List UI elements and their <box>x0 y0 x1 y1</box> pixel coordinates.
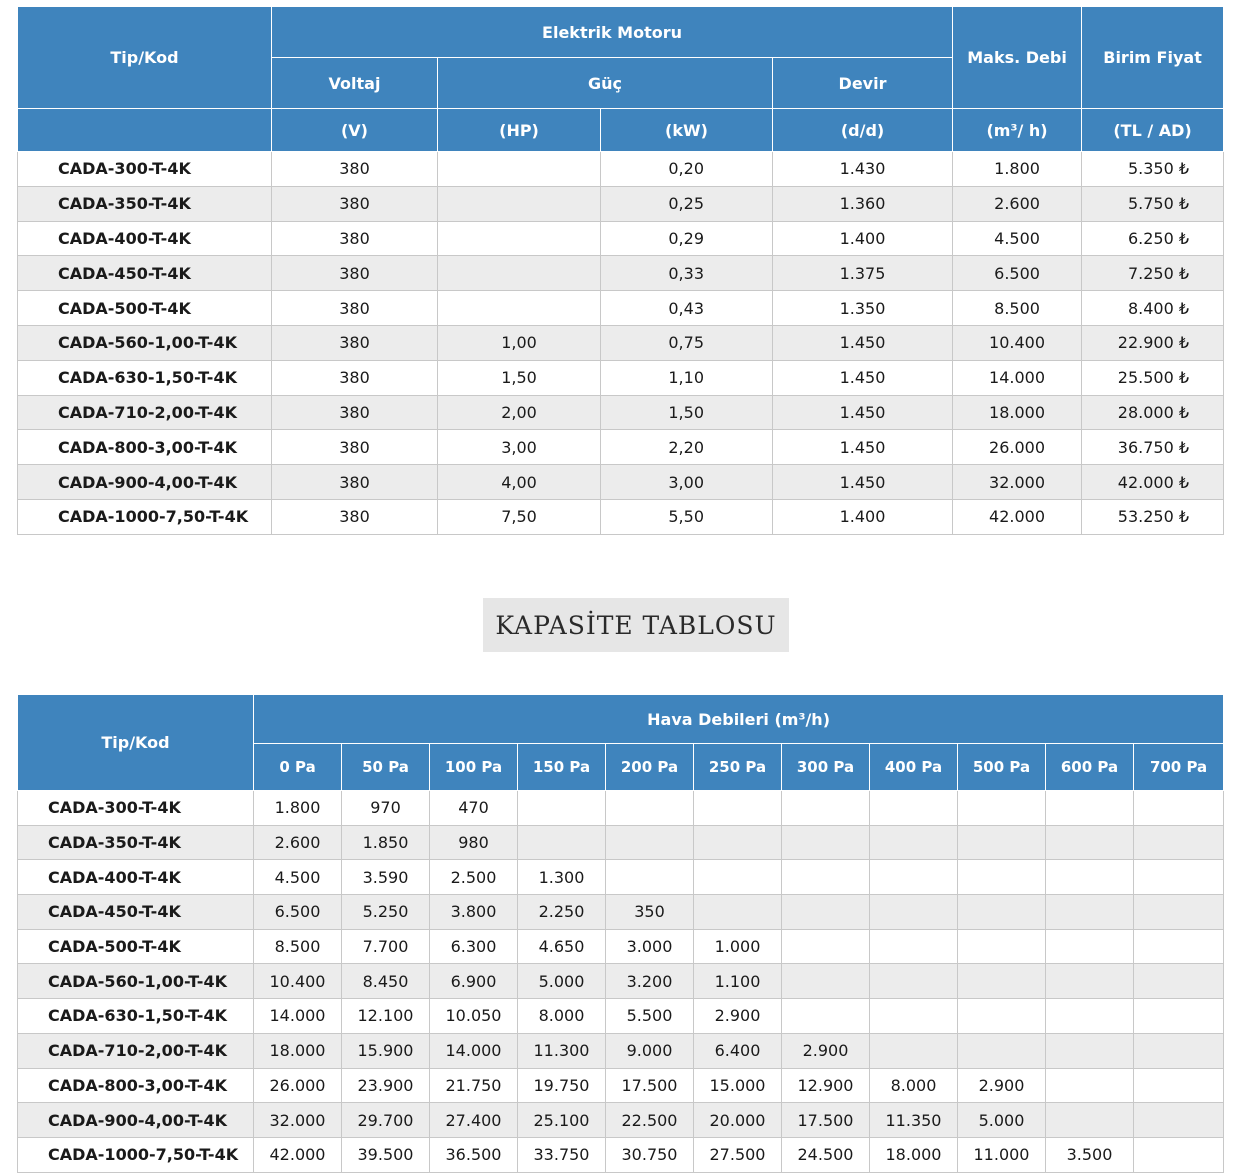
price-cell: 28.000 ₺ <box>1082 395 1224 430</box>
flow-value-cell: 15.000 <box>694 1068 782 1103</box>
flow-value-cell: 3.500 <box>1046 1137 1134 1172</box>
flow-value-cell: 5.000 <box>518 964 606 999</box>
flow-value-cell <box>958 895 1046 930</box>
flow-value-cell: 27.500 <box>694 1137 782 1172</box>
header-voltaj: Voltaj <box>272 58 438 109</box>
header-tip-kod: Tip/Kod <box>18 695 254 791</box>
power-kw-cell: 2,20 <box>601 430 773 465</box>
header-unit-kw: (kW) <box>601 109 773 152</box>
table-row <box>18 860 1224 895</box>
flow-value-cell <box>518 791 606 826</box>
flow-value-cell <box>870 929 958 964</box>
max-flow-cell: 26.000 <box>953 430 1082 465</box>
flow-value-cell: 14.000 <box>254 999 342 1034</box>
flow-value-cell <box>782 895 870 930</box>
flow-value-cell: 19.750 <box>518 1068 606 1103</box>
voltage-cell: 380 <box>272 465 438 500</box>
flow-value-cell <box>606 791 694 826</box>
header-pressure: 700 Pa <box>1134 744 1224 791</box>
flow-value-cell: 2.900 <box>958 1068 1046 1103</box>
price-cell: 8.400 ₺ <box>1082 291 1224 326</box>
flow-value-cell: 22.500 <box>606 1103 694 1138</box>
flow-value-cell <box>1046 791 1134 826</box>
power-kw-cell: 3,00 <box>601 465 773 500</box>
header-maks-debi: Maks. Debi <box>953 7 1082 109</box>
flow-value-cell: 17.500 <box>606 1068 694 1103</box>
flow-value-cell <box>958 964 1046 999</box>
flow-value-cell: 5.250 <box>342 895 430 930</box>
flow-value-cell: 6.500 <box>254 895 342 930</box>
voltage-cell: 380 <box>272 325 438 360</box>
table-row <box>18 152 1224 187</box>
max-flow-cell: 4.500 <box>953 221 1082 256</box>
voltage-cell: 380 <box>272 395 438 430</box>
spec-table <box>17 6 1224 535</box>
max-flow-cell: 10.400 <box>953 325 1082 360</box>
header-hava-debileri: Hava Debileri (m³/h) <box>254 695 1224 744</box>
model-code-cell: CADA-300-T-4K <box>18 791 254 826</box>
max-flow-cell: 2.600 <box>953 186 1082 221</box>
flow-value-cell: 32.000 <box>254 1103 342 1138</box>
flow-value-cell: 11.300 <box>518 1033 606 1068</box>
rpm-cell: 1.450 <box>773 325 953 360</box>
table-row <box>18 929 1224 964</box>
header-unit-m3h: (m³/ h) <box>953 109 1082 152</box>
header-pressure: 600 Pa <box>1046 744 1134 791</box>
capacity-title: KAPASİTE TABLOSU <box>483 598 789 652</box>
max-flow-cell: 32.000 <box>953 465 1082 500</box>
power-hp-cell: 2,00 <box>438 395 601 430</box>
header-unit-hp: (HP) <box>438 109 601 152</box>
header-unit-dd: (d/d) <box>773 109 953 152</box>
flow-value-cell: 6.300 <box>430 929 518 964</box>
power-kw-cell: 1,50 <box>601 395 773 430</box>
flow-value-cell: 30.750 <box>606 1137 694 1172</box>
flow-value-cell <box>1134 999 1224 1034</box>
max-flow-cell: 1.800 <box>953 152 1082 187</box>
price-cell: 22.900 ₺ <box>1082 325 1224 360</box>
flow-value-cell: 2.900 <box>782 1033 870 1068</box>
flow-value-cell: 11.350 <box>870 1103 958 1138</box>
model-code-cell: CADA-400-T-4K <box>18 860 254 895</box>
rpm-cell: 1.400 <box>773 221 953 256</box>
max-flow-cell: 14.000 <box>953 360 1082 395</box>
flow-value-cell: 36.500 <box>430 1137 518 1172</box>
flow-value-cell: 970 <box>342 791 430 826</box>
flow-value-cell: 12.900 <box>782 1068 870 1103</box>
model-code-cell: CADA-560-1,00-T-4K <box>18 964 254 999</box>
voltage-cell: 380 <box>272 152 438 187</box>
voltage-cell: 380 <box>272 360 438 395</box>
header-birim-fiyat: Birim Fiyat <box>1082 7 1224 109</box>
flow-value-cell <box>1134 825 1224 860</box>
power-kw-cell: 1,10 <box>601 360 773 395</box>
max-flow-cell: 6.500 <box>953 256 1082 291</box>
flow-value-cell: 2.250 <box>518 895 606 930</box>
table-row <box>18 291 1224 326</box>
flow-value-cell: 350 <box>606 895 694 930</box>
flow-value-cell: 2.500 <box>430 860 518 895</box>
flow-value-cell: 9.000 <box>606 1033 694 1068</box>
flow-value-cell <box>1046 999 1134 1034</box>
table-row <box>18 221 1224 256</box>
header-pressure: 50 Pa <box>342 744 430 791</box>
flow-value-cell <box>870 964 958 999</box>
flow-value-cell: 24.500 <box>782 1137 870 1172</box>
flow-value-cell <box>1046 895 1134 930</box>
flow-value-cell <box>958 999 1046 1034</box>
flow-value-cell: 33.750 <box>518 1137 606 1172</box>
table-row <box>18 430 1224 465</box>
flow-value-cell <box>870 1033 958 1068</box>
voltage-cell: 380 <box>272 291 438 326</box>
max-flow-cell: 18.000 <box>953 395 1082 430</box>
flow-value-cell: 21.750 <box>430 1068 518 1103</box>
flow-value-cell: 10.400 <box>254 964 342 999</box>
header-unit-empty <box>18 109 272 152</box>
flow-value-cell <box>518 825 606 860</box>
flow-value-cell <box>694 825 782 860</box>
flow-value-cell: 15.900 <box>342 1033 430 1068</box>
flow-value-cell: 26.000 <box>254 1068 342 1103</box>
flow-value-cell <box>1134 1068 1224 1103</box>
price-cell: 36.750 ₺ <box>1082 430 1224 465</box>
table-row <box>18 1033 1224 1068</box>
model-code-cell: CADA-1000-7,50-T-4K <box>18 499 272 534</box>
flow-value-cell: 18.000 <box>254 1033 342 1068</box>
model-code-cell: CADA-300-T-4K <box>18 152 272 187</box>
power-kw-cell: 0,43 <box>601 291 773 326</box>
table-row <box>18 1068 1224 1103</box>
flow-value-cell: 14.000 <box>430 1033 518 1068</box>
flow-value-cell <box>1134 1137 1224 1172</box>
header-pressure: 200 Pa <box>606 744 694 791</box>
rpm-cell: 1.430 <box>773 152 953 187</box>
header-pressure: 150 Pa <box>518 744 606 791</box>
flow-value-cell <box>694 791 782 826</box>
model-code-cell: CADA-1000-7,50-T-4K <box>18 1137 254 1172</box>
flow-value-cell: 4.650 <box>518 929 606 964</box>
flow-value-cell: 2.600 <box>254 825 342 860</box>
flow-value-cell: 42.000 <box>254 1137 342 1172</box>
flow-value-cell <box>958 929 1046 964</box>
flow-value-cell: 7.700 <box>342 929 430 964</box>
rpm-cell: 1.450 <box>773 465 953 500</box>
power-hp-cell <box>438 186 601 221</box>
flow-value-cell: 1.000 <box>694 929 782 964</box>
table-row <box>18 999 1224 1034</box>
flow-value-cell <box>1046 1033 1134 1068</box>
power-kw-cell: 0,25 <box>601 186 773 221</box>
flow-value-cell: 8.000 <box>518 999 606 1034</box>
flow-value-cell <box>1134 860 1224 895</box>
header-devir: Devir <box>773 58 953 109</box>
flow-value-cell: 20.000 <box>694 1103 782 1138</box>
flow-value-cell <box>782 860 870 895</box>
table-row <box>18 325 1224 360</box>
flow-value-cell <box>958 825 1046 860</box>
price-cell: 6.250 ₺ <box>1082 221 1224 256</box>
flow-value-cell <box>1134 1103 1224 1138</box>
flow-value-cell: 3.200 <box>606 964 694 999</box>
model-code-cell: CADA-450-T-4K <box>18 256 272 291</box>
power-hp-cell: 1,00 <box>438 325 601 360</box>
flow-value-cell <box>694 860 782 895</box>
header-pressure: 300 Pa <box>782 744 870 791</box>
power-hp-cell <box>438 221 601 256</box>
model-code-cell: CADA-500-T-4K <box>18 929 254 964</box>
model-code-cell: CADA-800-3,00-T-4K <box>18 430 272 465</box>
flow-value-cell <box>870 999 958 1034</box>
flow-value-cell <box>1134 1033 1224 1068</box>
table-row <box>18 186 1224 221</box>
flow-value-cell: 8.450 <box>342 964 430 999</box>
model-code-cell: CADA-500-T-4K <box>18 291 272 326</box>
flow-value-cell: 12.100 <box>342 999 430 1034</box>
flow-value-cell: 18.000 <box>870 1137 958 1172</box>
model-code-cell: CADA-710-2,00-T-4K <box>18 395 272 430</box>
flow-value-cell <box>782 825 870 860</box>
rpm-cell: 1.450 <box>773 430 953 465</box>
flow-value-cell: 3.800 <box>430 895 518 930</box>
rpm-cell: 1.450 <box>773 395 953 430</box>
power-hp-cell <box>438 256 601 291</box>
rpm-cell: 1.450 <box>773 360 953 395</box>
flow-value-cell <box>606 825 694 860</box>
flow-value-cell <box>782 929 870 964</box>
flow-value-cell <box>958 791 1046 826</box>
table-row <box>18 825 1224 860</box>
power-hp-cell: 4,00 <box>438 465 601 500</box>
flow-value-cell <box>1046 964 1134 999</box>
flow-value-cell <box>958 1033 1046 1068</box>
rpm-cell: 1.350 <box>773 291 953 326</box>
spec-table-body <box>18 152 1224 535</box>
model-code-cell: CADA-900-4,00-T-4K <box>18 465 272 500</box>
header-tip-kod: Tip/Kod <box>18 7 272 109</box>
max-flow-cell: 42.000 <box>953 499 1082 534</box>
header-pressure: 500 Pa <box>958 744 1046 791</box>
flow-value-cell: 3.000 <box>606 929 694 964</box>
flow-value-cell <box>1046 825 1134 860</box>
model-code-cell: CADA-400-T-4K <box>18 221 272 256</box>
flow-value-cell <box>1134 964 1224 999</box>
power-hp-cell: 3,00 <box>438 430 601 465</box>
voltage-cell: 380 <box>272 186 438 221</box>
flow-value-cell: 29.700 <box>342 1103 430 1138</box>
header-pressure: 250 Pa <box>694 744 782 791</box>
power-kw-cell: 0,33 <box>601 256 773 291</box>
voltage-cell: 380 <box>272 499 438 534</box>
model-code-cell: CADA-630-1,50-T-4K <box>18 360 272 395</box>
flow-value-cell: 27.400 <box>430 1103 518 1138</box>
flow-value-cell: 5.000 <box>958 1103 1046 1138</box>
flow-value-cell <box>782 964 870 999</box>
flow-value-cell: 4.500 <box>254 860 342 895</box>
model-code-cell: CADA-350-T-4K <box>18 825 254 860</box>
flow-value-cell: 8.500 <box>254 929 342 964</box>
header-elektrik-motoru: Elektrik Motoru <box>272 7 953 58</box>
header-pressure: 100 Pa <box>430 744 518 791</box>
rpm-cell: 1.360 <box>773 186 953 221</box>
flow-value-cell <box>1046 860 1134 895</box>
model-code-cell: CADA-800-3,00-T-4K <box>18 1068 254 1103</box>
flow-value-cell <box>1134 895 1224 930</box>
header-unit-tl: (TL / AD) <box>1082 109 1224 152</box>
model-code-cell: CADA-630-1,50-T-4K <box>18 999 254 1034</box>
flow-value-cell: 10.050 <box>430 999 518 1034</box>
header-pressure: 400 Pa <box>870 744 958 791</box>
voltage-cell: 380 <box>272 221 438 256</box>
voltage-cell: 380 <box>272 430 438 465</box>
power-hp-cell <box>438 291 601 326</box>
flow-value-cell: 470 <box>430 791 518 826</box>
rpm-cell: 1.400 <box>773 499 953 534</box>
model-code-cell: CADA-900-4,00-T-4K <box>18 1103 254 1138</box>
table-row <box>18 499 1224 534</box>
power-kw-cell: 0,75 <box>601 325 773 360</box>
table-row <box>18 465 1224 500</box>
model-code-cell: CADA-350-T-4K <box>18 186 272 221</box>
power-hp-cell: 7,50 <box>438 499 601 534</box>
flow-value-cell: 5.500 <box>606 999 694 1034</box>
price-cell: 7.250 ₺ <box>1082 256 1224 291</box>
flow-value-cell <box>870 860 958 895</box>
flow-value-cell: 6.900 <box>430 964 518 999</box>
max-flow-cell: 8.500 <box>953 291 1082 326</box>
flow-value-cell: 8.000 <box>870 1068 958 1103</box>
flow-value-cell <box>1046 1068 1134 1103</box>
power-kw-cell: 5,50 <box>601 499 773 534</box>
model-code-cell: CADA-560-1,00-T-4K <box>18 325 272 360</box>
price-cell: 5.350 ₺ <box>1082 152 1224 187</box>
flow-value-cell <box>782 791 870 826</box>
flow-value-cell <box>958 860 1046 895</box>
table-row <box>18 1103 1224 1138</box>
capacity-table <box>17 694 1224 1173</box>
header-unit-v: (V) <box>272 109 438 152</box>
flow-value-cell <box>870 791 958 826</box>
flow-value-cell: 6.400 <box>694 1033 782 1068</box>
flow-value-cell: 1.800 <box>254 791 342 826</box>
power-kw-cell: 0,20 <box>601 152 773 187</box>
capacity-table-body <box>18 791 1224 1173</box>
flow-value-cell: 17.500 <box>782 1103 870 1138</box>
flow-value-cell <box>1046 1103 1134 1138</box>
flow-value-cell: 23.900 <box>342 1068 430 1103</box>
power-hp-cell: 1,50 <box>438 360 601 395</box>
model-code-cell: CADA-710-2,00-T-4K <box>18 1033 254 1068</box>
header-guc: Güç <box>438 58 773 109</box>
header-pressure: 0 Pa <box>254 744 342 791</box>
flow-value-cell: 39.500 <box>342 1137 430 1172</box>
flow-value-cell <box>1134 791 1224 826</box>
price-cell: 42.000 ₺ <box>1082 465 1224 500</box>
voltage-cell: 380 <box>272 256 438 291</box>
flow-value-cell: 11.000 <box>958 1137 1046 1172</box>
flow-value-cell <box>606 860 694 895</box>
rpm-cell: 1.375 <box>773 256 953 291</box>
flow-value-cell <box>1046 929 1134 964</box>
flow-value-cell: 25.100 <box>518 1103 606 1138</box>
table-row <box>18 964 1224 999</box>
flow-value-cell: 980 <box>430 825 518 860</box>
flow-value-cell <box>1134 929 1224 964</box>
flow-value-cell: 1.100 <box>694 964 782 999</box>
flow-value-cell <box>870 895 958 930</box>
price-cell: 53.250 ₺ <box>1082 499 1224 534</box>
model-code-cell: CADA-450-T-4K <box>18 895 254 930</box>
flow-value-cell: 1.300 <box>518 860 606 895</box>
table-row <box>18 791 1224 826</box>
table-row <box>18 395 1224 430</box>
power-kw-cell: 0,29 <box>601 221 773 256</box>
power-hp-cell <box>438 152 601 187</box>
price-cell: 5.750 ₺ <box>1082 186 1224 221</box>
flow-value-cell <box>694 895 782 930</box>
flow-value-cell <box>782 999 870 1034</box>
price-cell: 25.500 ₺ <box>1082 360 1224 395</box>
table-row <box>18 360 1224 395</box>
flow-value-cell: 2.900 <box>694 999 782 1034</box>
table-row <box>18 256 1224 291</box>
table-row <box>18 895 1224 930</box>
flow-value-cell: 1.850 <box>342 825 430 860</box>
flow-value-cell <box>870 825 958 860</box>
table-row <box>18 1137 1224 1172</box>
flow-value-cell: 3.590 <box>342 860 430 895</box>
